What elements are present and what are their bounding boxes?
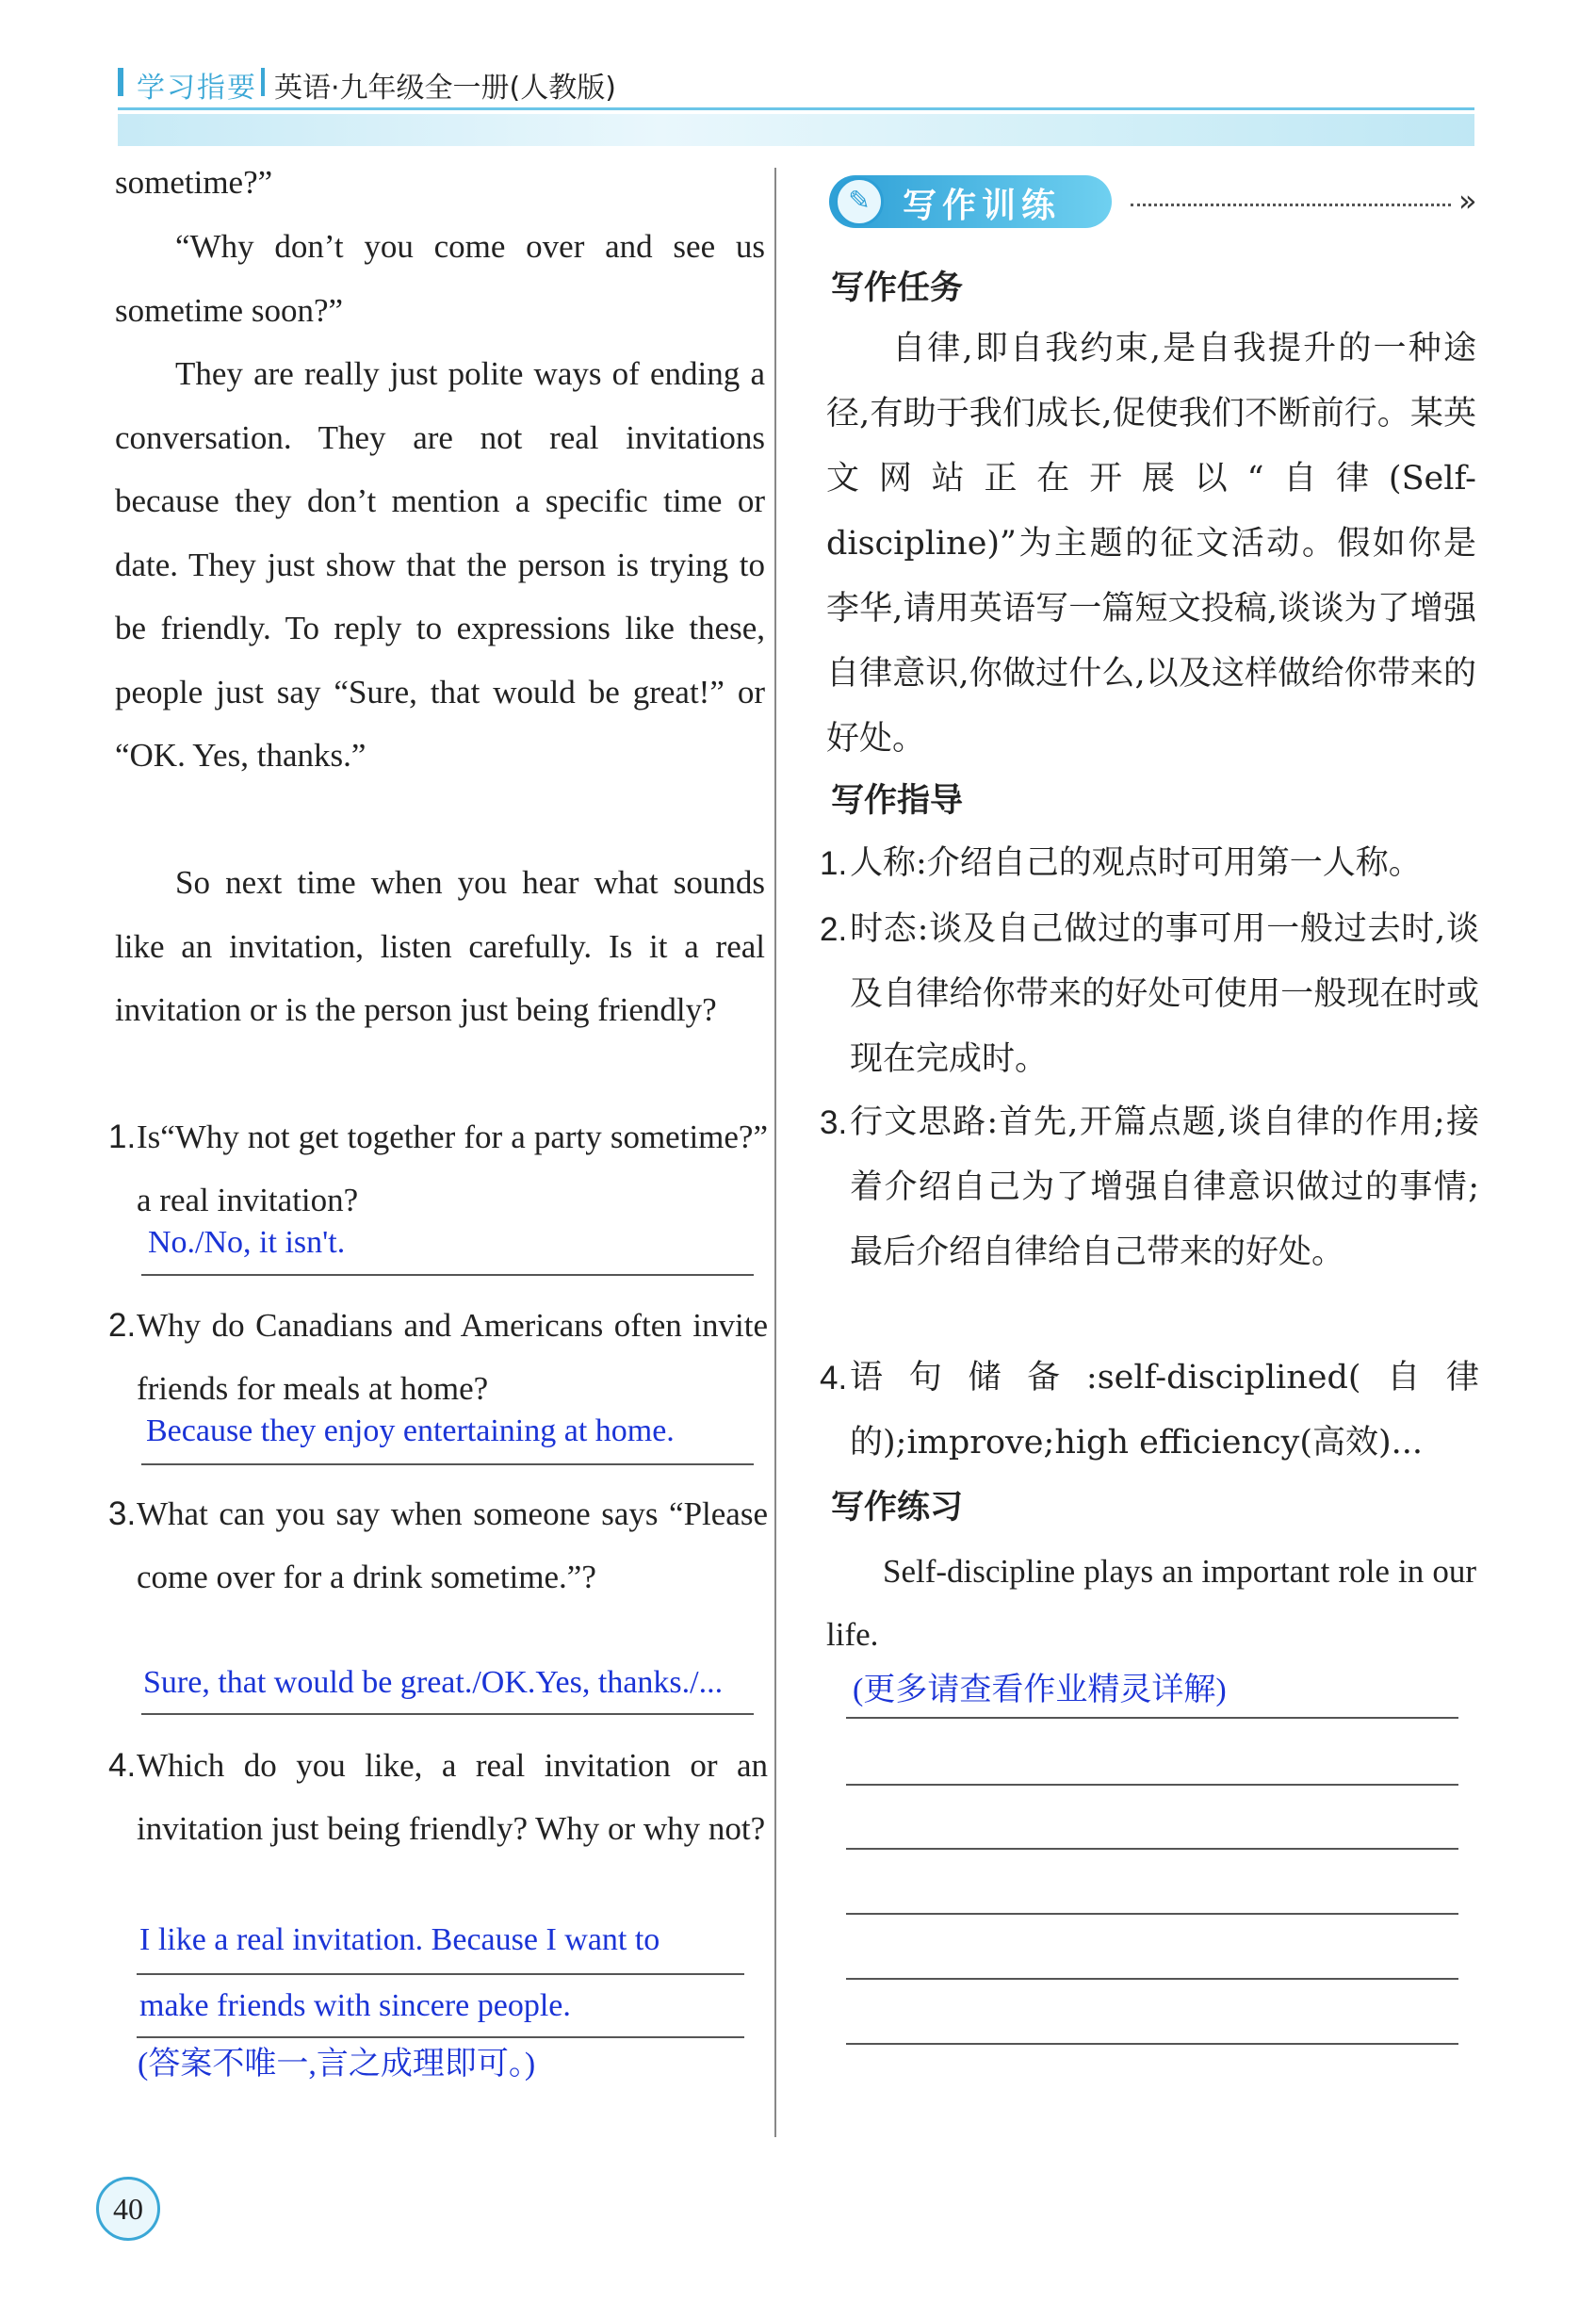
answer-2: Because they enjoy entertaining at home. [146, 1413, 675, 1448]
guide-number: 4. [820, 1360, 848, 1396]
passage-paragraph-2: “Why don’t you come over and see us sometime soon?” [115, 228, 765, 329]
guide-heading: 写作指导 [831, 782, 964, 820]
practice-heading: 写作练习 [831, 1489, 964, 1527]
double-chevron-icon: » [1458, 183, 1477, 219]
question-text: What can you say when someone says “Please come over for a drink sometime.”? [137, 1495, 768, 1595]
question-number: 3. [108, 1495, 137, 1532]
column-divider [774, 168, 776, 2137]
banner-dotted-line [1131, 204, 1451, 206]
guide-number: 2. [820, 911, 848, 948]
task-heading: 写作任务 [831, 269, 964, 307]
practice-answer: (更多请查看作业精灵详解) [853, 1673, 1227, 1707]
passage-paragraph-3: They are really just polite ways of ending a conversation. They are not real invitations because they don’t mention a specific time or date. They just show that the person is trying to be friendly. To reply to expressions like these, people just say “Sure, that would be great!” or “OK. Yes, thanks.” [115, 355, 765, 774]
guide-item-4 [820, 1346, 1479, 1476]
answer-line [141, 1274, 754, 1276]
writing-line [846, 1717, 1458, 1719]
answer-3: Sure, that would be great./OK.Yes, thanks./... [143, 1665, 724, 1700]
writing-line [846, 1848, 1458, 1850]
answer-4-line-1: I like a real invitation. Because I want to [139, 1922, 660, 1957]
question-number: 2. [108, 1307, 137, 1344]
answer-4-note: (答案不唯一,言之成理即可。) [138, 2047, 536, 2082]
practice-text: Self-discipline plays an important role in our life. [826, 1553, 1476, 1653]
header-title: 英语·九年级全一册(人教版) [274, 72, 616, 105]
header-separator [261, 68, 265, 96]
writing-line [846, 2043, 1458, 2045]
page-header [118, 64, 1474, 105]
answer-line [141, 1713, 754, 1715]
question-4 [108, 1734, 768, 1860]
answer-1: No./No, it isn't. [148, 1225, 346, 1260]
header-accent-bar [118, 68, 123, 96]
guide-text: 语句储备:self-disciplined(自律的);improve;high efficiency(高效)... [850, 1359, 1479, 1462]
answer-line [137, 1973, 744, 1975]
passage-paragraph-4: So next time when you hear what sounds like an invitation, listen carefully. Is it a real invitation or is the person just being friendly? [115, 864, 765, 1028]
question-number: 1. [108, 1119, 137, 1155]
header-rule [118, 107, 1474, 110]
page-number: 40 [96, 2177, 160, 2241]
guide-item-1 [820, 831, 1479, 896]
banner-title: 写作训练 [903, 187, 1062, 225]
question-text: Is“Why not get together for a party sometime?” a real invitation? [137, 1119, 768, 1218]
guide-item-2 [820, 897, 1479, 1092]
guide-text: 时态:谈及自己做过的事可用一般过去时,谈及自律给你带来的好处可使用一般现在时或现在完成时。 [850, 910, 1479, 1078]
guide-number: 3. [820, 1104, 848, 1141]
writing-line [846, 1978, 1458, 1980]
answer-4-line-2: make friends with sincere people. [139, 1988, 571, 2023]
question-text: Which do you like, a real invitation or an invitation just being friendly? Why or why not? [137, 1747, 768, 1847]
header-section: 学习指要 [137, 72, 257, 105]
pen-icon: ✎ [835, 177, 884, 226]
writing-banner [829, 170, 1489, 236]
question-text: Why do Canadians and Americans often invite friends for meals at home? [137, 1307, 768, 1407]
question-3 [108, 1482, 768, 1609]
task-text: 自律,即自我约束,是自我提升的一种途径,有助于我们成长,促使我们不断前行。某英文网站正在开展以“自律(Self-discipline)”为主题的征文活动。假如你是李华,请用英语写一篇短文投稿,谈谈为了增强自律意识,你做过什么,以及这样做给你带来的好处。 [826, 330, 1476, 758]
writing-line [846, 1913, 1458, 1915]
guide-text: 行文思路:首先,开篇点题,谈自律的作用;接着介绍自己为了增强自律意识做过的事情;最后介绍自律给自己带来的好处。 [850, 1103, 1479, 1271]
question-2 [108, 1294, 768, 1420]
guide-number: 1. [820, 845, 848, 882]
passage-line-1: sometime?” [115, 164, 273, 201]
header-band [118, 114, 1474, 146]
writing-line [846, 1784, 1458, 1786]
answer-line [141, 1463, 754, 1465]
question-number: 4. [108, 1747, 137, 1784]
guide-item-3 [820, 1090, 1479, 1285]
guide-text: 人称:介绍自己的观点时可用第一人称。 [850, 844, 1422, 882]
question-1 [108, 1105, 768, 1232]
